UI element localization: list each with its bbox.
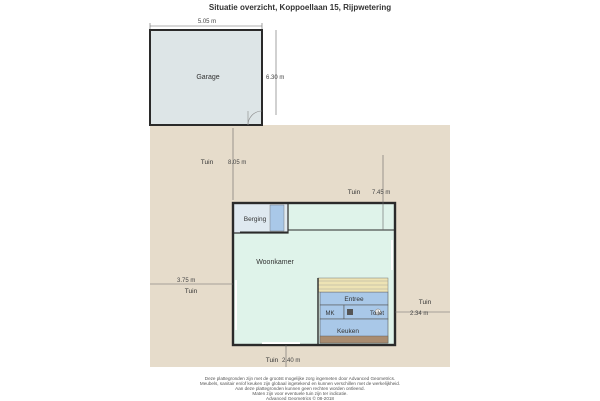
tuin-top-label: Tuin [200, 159, 214, 166]
tuin-bottom-dim: 2.40 m [282, 358, 301, 364]
toilet-label: Toilet [369, 311, 385, 317]
footer-line: Advanced Geometrics © 08-2018 [266, 396, 334, 401]
footer-line: Maten zijn voor eventuele tuin zijn ter indicatie. [252, 391, 348, 396]
kitchen-counter [320, 336, 388, 343]
tuin-right-dim: 2.34 m [410, 311, 429, 317]
tuin-left-dim: 3.75 m [177, 278, 196, 284]
disclaimer-footer [120, 376, 480, 401]
page-title: Situatie overzicht, Koppoellaan 15, Rijpwetering [208, 3, 392, 12]
mk-label: MK [325, 311, 335, 317]
tuin-top-dim: 8.05 m [228, 160, 247, 166]
berging-label: Berging [243, 216, 267, 223]
tuin-bottom-label: Tuin [265, 357, 279, 364]
garage-width-dim: 5.05 m [197, 19, 217, 25]
footer-line: Aan deze plattegronden kunnen geen rechten worden ontleend. [235, 386, 365, 391]
tuin-left-label: Tuin [184, 288, 198, 295]
tuin-right-upper-label: Tuin [347, 189, 361, 196]
garage-height-dim: 6.30 m [266, 75, 285, 81]
footer-line: Deze plattegronden zijn met de grootst mogelijke zorg ingemeten door Advanced Geometrics. [204, 376, 396, 381]
entree-label: Entree [344, 296, 364, 303]
woonkamer-label: Woonkamer [256, 259, 294, 266]
garage-label: Garage [196, 74, 220, 81]
tuin-right-label: Tuin [418, 299, 432, 306]
footer-line: Meubels, sanitair en/of keuken zijn globaal ingetekend en kunnen verschillen met de werkelijkheid. [199, 381, 401, 386]
tuin-right-upper-dim: 7.45 m [372, 190, 391, 196]
keuken-label: Keuken [336, 328, 360, 335]
